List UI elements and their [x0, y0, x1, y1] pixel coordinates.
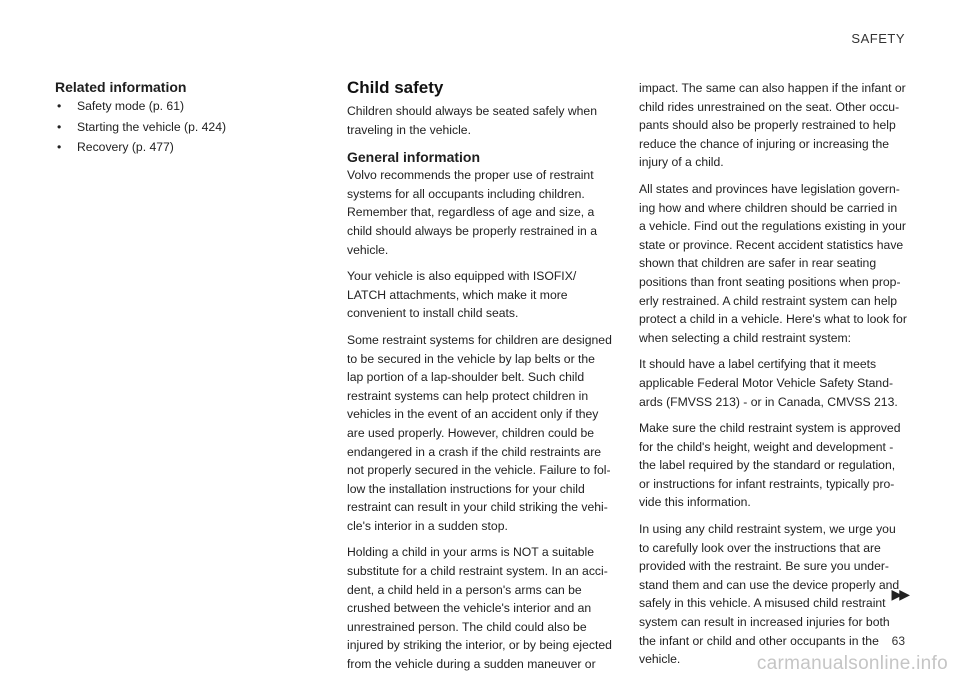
continue-arrow-icon: ▶▶ [891, 586, 907, 602]
related-link-label: Safety mode (p. 61) [77, 99, 185, 113]
body-paragraph: Volvo recommends the proper use of restraint systems for all occupants including children. Remember that, regardless of age and size, a child should always be properly restrained in a vehicle. [347, 168, 597, 257]
body-paragraph: Some restraint systems for children are designed to be secured in the vehicle by lap belts or the lap portion of a lap-shoulder belt. Such child restraint systems can help protect children in vehicles in the event of an accident only if they are used properly. However, children could be endangered in a crash if the child restraints are not properly secured in the vehicle. Failure to follow the installation instructions for your child restraint can result in your child striking the vehicle's interior in a sudden stop. [347, 332, 612, 533]
body-paragraph: Make sure the child restraint system is approved for the child's height, weight and development - the label required by the standard or regulation, or instructions for infant restraints, typically provide this information. [639, 421, 901, 510]
general-information-heading: General information [347, 149, 481, 166]
child-safety-column [347, 78, 612, 682]
related-link-item[interactable] [55, 137, 285, 158]
related-link-label: Starting the vehicle (p. 424) [77, 119, 227, 134]
body-paragraph: impact. The same can also happen if the infant or child rides unrestrained on the seat. Other occupants should also be properly restrained to help reduce the chance of injuring or increasing the injury of a child. [639, 81, 906, 170]
page-title: Child safety [347, 78, 444, 97]
related-link-item[interactable] [55, 96, 285, 117]
related-information-column [55, 78, 285, 158]
bullet-icon: • [57, 119, 62, 134]
body-paragraph: In using any child restraint system, we urge you to carefully look over the instructions that are provided with the restraint. Be sure you understand them and can use the device properly and safely in this vehicle. A misused child restraint system can result in increased injuries for both the infant or child and other occupants in the vehicle. [639, 522, 900, 667]
related-links-list [55, 96, 285, 158]
related-information-heading: Related information [55, 79, 187, 95]
bullet-icon: • [57, 140, 62, 154]
related-link-label: Recovery (p. 477) [77, 140, 174, 154]
continued-text-column [639, 79, 907, 677]
page-number: 63 [891, 634, 905, 648]
related-link-item[interactable] [55, 117, 285, 138]
body-paragraph: Holding a child in your arms is NOT a suitable substitute for a child restraint system. In an accident, a child held in a person's arms can be crushed between the vehicle's interior and an unrestrained person. The child could also be injured by striking the interior, or by being ejected from the vehicle during a sudden maneuver or [347, 545, 612, 672]
section-header: SAFETY [851, 31, 905, 46]
bullet-icon: • [57, 99, 62, 113]
body-paragraph: Your vehicle is also equipped with ISOFIX/ LATCH attachments, which make it more convenient to install child seats. [347, 269, 577, 321]
body-paragraph: All states and provinces have legislation governing how and where children should be carried in a vehicle. Find out the regulations existing in your state or province. Recent accident statistics have shown that children are safer in rear seating positions than front seating positions when properly restrained. A child restraint system can help protect a child in a vehicle. Here's what to look for when selecting a child restraint system: [639, 181, 907, 345]
watermark: carmanualsonline.info [756, 653, 948, 674]
intro-paragraph: Children should always be seated safely when traveling in the vehicle. [347, 104, 597, 137]
body-paragraph: It should have a label certifying that it meets applicable Federal Motor Vehicle Safety Standards (FMVSS 213) - or in Canada, CMVSS 213. [639, 357, 898, 409]
